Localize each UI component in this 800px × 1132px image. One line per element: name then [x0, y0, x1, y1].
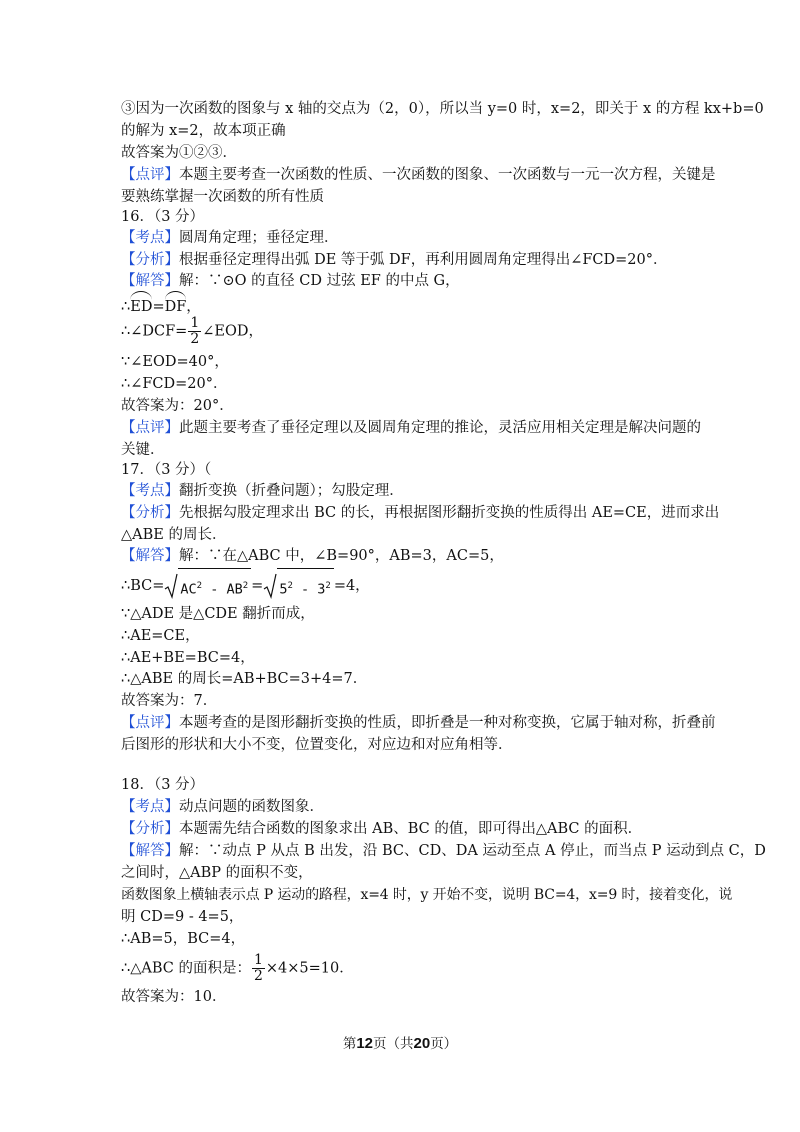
line-20: △ABE 的周长．	[121, 527, 227, 543]
area-equation	[121, 953, 354, 984]
radicand-5-3: $5^2 - 3^2$	[277, 568, 334, 604]
radical-sign-icon	[164, 573, 178, 599]
solution-tag: 【解答】	[121, 273, 179, 289]
area-lhs: ∴△ABC 的面积是：	[121, 960, 251, 977]
analysis-tag: 【分析】	[121, 505, 179, 521]
knowledge-tag: 【考点】	[121, 483, 179, 499]
comment-tag: 【点评】	[121, 167, 179, 183]
knowledge-tag: 【考点】	[121, 799, 179, 815]
solution-line	[121, 841, 766, 861]
knowledge-line	[121, 797, 324, 817]
footer-prefix: 第	[342, 1036, 357, 1052]
knowledge-text: 动点问题的函数图象．	[179, 799, 324, 815]
question-16-header: 16．（3 分）	[121, 209, 205, 225]
angle-lhs: ∴∠DCF=	[121, 323, 188, 340]
solution-text: 解：∵在△ABC 中，∠B=90°，AB=3，AC=5，	[179, 548, 504, 564]
therefore-symbol: ∴	[121, 299, 131, 315]
line-39: 故答案为：10．	[121, 989, 227, 1005]
analysis-line	[121, 819, 642, 839]
page-footer	[0, 1032, 800, 1052]
sqrt-ac-ab	[164, 568, 251, 604]
area-rhs: ×4×5=10．	[265, 960, 354, 977]
total-page-number: 20	[413, 1035, 431, 1052]
line-34: 之间时，△ABP 的面积不变，	[121, 865, 313, 881]
line-23: ∵△ADE 是△CDE 翻折而成，	[121, 606, 315, 622]
comment-text: 本题考查的是图形翻折变换的性质，即折叠是一种对称变换，它属于轴对称，折叠前	[179, 715, 716, 731]
fraction-denominator: 2	[253, 968, 263, 984]
comment-text: 本题主要考查一次函数的性质、一次函数的图象、一次函数与一元一次方程，关键是	[179, 167, 716, 183]
fraction-numerator: 1	[190, 315, 200, 331]
footer-middle: 页（共	[373, 1036, 414, 1052]
solution-line	[121, 546, 504, 566]
fraction-half	[252, 953, 265, 984]
analysis-text: 根据垂径定理得出弧 DE 等于弧 DF，再利用圆周角定理得出∠FCD=20°．	[179, 252, 668, 268]
footer-suffix: 页）	[430, 1036, 458, 1052]
arc-ed: ED	[130, 294, 152, 317]
question-17-header: 17．（3 分）（	[121, 462, 212, 478]
bc-lhs: ∴BC=	[121, 577, 165, 594]
fraction-half	[188, 316, 201, 347]
comment-tag: 【点评】	[121, 715, 179, 731]
analysis-line	[121, 503, 719, 523]
line-26: ∴△ABE 的周长=AB+BC=3+4=7．	[121, 671, 368, 687]
solution-text: 解：∵动点 P 从点 B 出发，沿 BC、CD、DA 运动至点 A 停止，而当点 P 运动到点 C，D	[179, 843, 766, 859]
line-1: ③因为一次函数的图象与 x 轴的交点为（2，0），所以当 y=0 时，x=2，即关于 x 的方程 kx+b=0	[121, 101, 764, 117]
comment-line	[121, 418, 701, 438]
comment-text: 此题主要考查了垂径定理以及圆周角定理的推论，灵活应用相关定理是解决问题的	[179, 420, 701, 436]
line-2: 的解为 x=2，故本项正确	[121, 123, 286, 139]
knowledge-text: 翻折变换（折叠问题）；勾股定理．	[179, 483, 404, 499]
arc-equation	[121, 294, 201, 317]
line-24: ∴AE=CE，	[121, 628, 200, 644]
analysis-text: 本题需先结合函数的图象求出 AB、BC 的值，即可得出△ABC 的面积．	[179, 821, 643, 837]
analysis-tag: 【分析】	[121, 821, 179, 837]
knowledge-line	[121, 228, 339, 248]
angle-rhs: ∠EOD，	[202, 323, 263, 340]
analysis-text: 先根据勾股定理求出 BC 的长，再根据图形翻折变换的性质得出 AE=CE，进而求出	[179, 505, 720, 521]
sqrt-5-3	[263, 568, 334, 604]
line-35: 函数图象上横轴表示点 P 运动的路程，x=4 时，y 开始不变，说明 BC=4，x=9 时，接着变化，说	[121, 887, 733, 903]
comment-line	[121, 165, 716, 185]
knowledge-line	[121, 481, 404, 501]
bc-result: =4，	[333, 577, 370, 594]
arc-df: DF	[165, 294, 187, 317]
solution-text: 解：∵⊙O 的直径 CD 过弦 EF 的中点 G，	[179, 273, 460, 289]
analysis-line	[121, 250, 668, 270]
comment-line	[121, 713, 716, 733]
fraction-numerator: 1	[253, 952, 263, 968]
line-5: 要熟练掌握一次函数的所有性质	[121, 189, 324, 205]
question-18-header: 18．（3 分）	[121, 777, 205, 793]
line-3: 故答案为①②③．	[121, 145, 237, 161]
equals-sign: =	[152, 299, 165, 315]
solution-tag: 【解答】	[121, 843, 179, 859]
line-37: ∴AB=5，BC=4，	[121, 931, 246, 947]
line-25: ∴AE+BE=BC=4，	[121, 650, 255, 666]
line-13: ∴∠FCD=20°．	[121, 376, 228, 392]
line-29: 后图形的形状和大小不变，位置变化，对应边和对应角相等．	[121, 737, 513, 753]
radicand-ac-ab: $AC^2 - AB^2$	[178, 568, 251, 604]
comment-tag: 【点评】	[121, 420, 179, 436]
line-16: 关键．	[121, 442, 165, 458]
angle-equation	[121, 316, 263, 347]
equals-sign: =	[251, 577, 264, 594]
radical-sign-icon	[263, 573, 277, 599]
fraction-denominator: 2	[190, 331, 200, 347]
line-36: 明 CD=9 - 4=5，	[121, 909, 244, 925]
line-27: 故答案为：7．	[121, 693, 218, 709]
line-12: ∵∠EOD=40°，	[121, 354, 229, 370]
comma: ，	[186, 299, 201, 315]
current-page-number: 12	[356, 1035, 373, 1052]
line-14: 故答案为：20°．	[121, 398, 234, 414]
analysis-tag: 【分析】	[121, 252, 179, 268]
solution-line	[121, 271, 460, 291]
knowledge-text: 圆周角定理；垂径定理．	[179, 230, 339, 246]
sqrt-equation	[121, 568, 370, 604]
knowledge-tag: 【考点】	[121, 230, 179, 246]
solution-tag: 【解答】	[121, 548, 179, 564]
